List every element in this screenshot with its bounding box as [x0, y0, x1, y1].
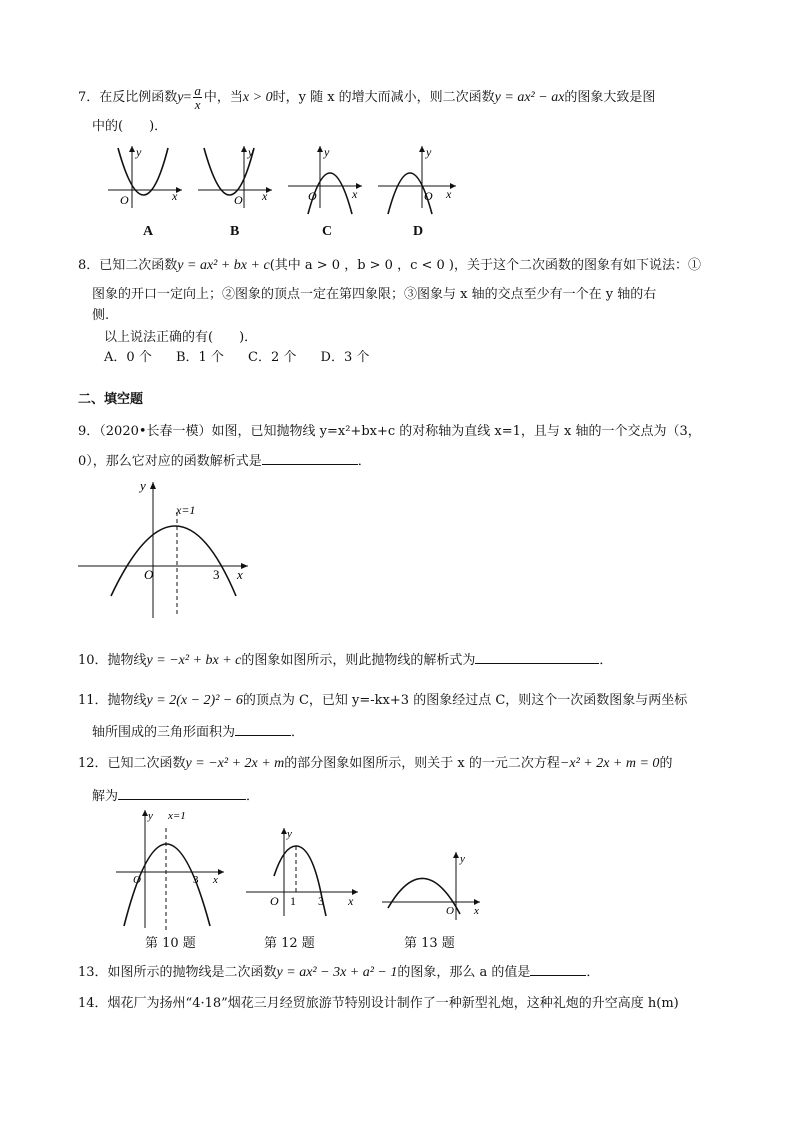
q7-mid1: 中，当	[203, 90, 243, 105]
q7-quadratic: y = ax² − ax	[494, 90, 565, 105]
q12-line2-text: 解为	[92, 789, 119, 804]
q7-option-d-label: D	[413, 224, 424, 239]
q12-mid: 的部分图象如图所示，则关于 x 的一元二次方程	[284, 756, 560, 771]
y-label: y	[148, 810, 153, 822]
y-axis-arrow-icon	[241, 146, 247, 152]
q10-tail: 的图象如图所示，则此抛物线的解析式为	[241, 653, 476, 668]
q7-option-d-graph	[376, 142, 460, 212]
q7-line1	[78, 84, 655, 111]
parabola	[204, 148, 254, 195]
origin-label: O	[144, 567, 154, 582]
fig13-caption: 第 13 题	[404, 936, 455, 951]
q9-end: ．	[357, 454, 371, 469]
q7-option-c-graph	[286, 142, 366, 212]
y-axis-arrow-icon	[453, 852, 459, 858]
y-axis-arrow-icon	[150, 482, 156, 489]
y-label: y	[460, 853, 465, 865]
fig12-caption: 第 12 题	[264, 936, 315, 951]
q9-graph	[78, 478, 253, 618]
x-label: x	[352, 187, 358, 201]
y-axis-arrow-icon	[129, 146, 135, 152]
q10-line	[78, 650, 612, 670]
origin-label: O	[270, 894, 279, 908]
q7-option-b-graph	[196, 142, 276, 212]
q9-answer-blank	[262, 451, 358, 465]
q7-eq: =	[183, 90, 192, 105]
origin-label: O	[133, 874, 141, 886]
q7-y: y	[177, 90, 184, 105]
x-label: x	[446, 187, 452, 201]
q7-option-b-label: B	[230, 224, 240, 239]
q7-frac-denominator: x	[194, 97, 201, 112]
q9-line1: 9．（2020•长春一模）如图，已知抛物线 y=x²+bx+c 的对称轴为直线 x=1，且与 x 轴的一个交点为（3，	[78, 424, 701, 439]
q7-tail: 的图象大致是图	[564, 90, 656, 105]
tick-label-3: 3	[193, 874, 199, 886]
tick-label-1: 1	[290, 894, 296, 908]
q14-line1: 14．烟花厂为扬州“4·18”烟花三月经贸旅游节特别设计制作了一种新型礼炮，这种礼炮的升空高度 h(m)	[78, 996, 679, 1011]
q7-line2: 中的( )．	[92, 119, 168, 134]
origin-label: O	[446, 905, 454, 917]
q11-line1	[78, 692, 687, 710]
q12-tail: 的	[659, 756, 673, 771]
q12-prefix: 12．已知二次函数	[78, 756, 186, 771]
q12-equation: −x² + 2x + m = 0	[559, 756, 660, 771]
fig10-graph	[116, 808, 228, 932]
q13-answer-blank	[530, 962, 586, 976]
x-axis-arrow-icon	[218, 869, 224, 875]
q8-choice-b: B．1 个	[175, 350, 224, 365]
y-axis-arrow-icon	[419, 146, 425, 152]
q11-tail: 的顶点为 C，已知 y=-kx+3 的图象经过点 C，则这个一次函数图象与两坐标	[242, 693, 688, 708]
q7-condition: x > 0	[242, 90, 273, 105]
parabola	[118, 148, 168, 195]
q12-line2	[92, 786, 259, 806]
origin-label: O	[234, 193, 243, 207]
x-label: x	[213, 874, 218, 886]
q8-choice-c: C．2 个	[248, 350, 297, 365]
parabola	[111, 526, 236, 596]
q7-prefix: 7．在反比例函数	[78, 90, 178, 105]
x-label: x	[348, 894, 354, 908]
q7-option-a-graph	[106, 142, 186, 212]
q12-function: y = −x² + 2x + m	[185, 756, 285, 771]
q8-line3: 侧.	[92, 308, 110, 323]
q8-line4: 以上说法正确的有( )．	[104, 330, 258, 345]
q7-mid2: 时，y 随 x 的增大而减小，则二次函数	[272, 90, 495, 105]
q10-answer-blank	[475, 650, 599, 664]
q12-end: ．	[246, 789, 260, 804]
fig12-graph	[246, 826, 362, 918]
y-axis-arrow-icon	[317, 146, 323, 152]
tick-label-3: 3	[213, 567, 220, 582]
q8-line2: 图象的开口一定向上；②图象的顶点一定在第四象限；③图象与 x 轴的交点至少有一个在 y 轴的右	[92, 287, 657, 302]
q11-end: ．	[291, 725, 305, 740]
q8-choice-a: A．0 个	[104, 350, 152, 365]
symmetry-axis-label: x=1	[176, 503, 196, 517]
y-label: y	[426, 145, 432, 159]
origin-label: O	[424, 189, 433, 203]
q8-prefix: 8．已知二次函数	[78, 258, 178, 273]
y-label: y	[324, 145, 330, 159]
y-label: y	[140, 478, 146, 493]
q11-line2	[92, 722, 304, 742]
q8-line1	[78, 257, 701, 275]
y-label: y	[287, 828, 292, 840]
q13-tail: 的图象，那么 a 的值是	[397, 965, 531, 980]
y-label: y	[248, 145, 254, 159]
q8-choice-d: D．3 个	[320, 350, 370, 365]
q9-line2-text: 0），那么它对应的函数解析式是	[78, 454, 262, 469]
q8-function: y = ax² + bx + c	[177, 258, 270, 273]
section-title-fill-blank: 二、填空题	[78, 392, 144, 407]
x-label: x	[262, 189, 268, 203]
q11-function: y = 2(x − 2)² − 6	[146, 693, 243, 708]
origin-label: O	[120, 193, 129, 207]
q7-option-a-label: A	[143, 224, 154, 239]
x-label: x	[474, 905, 479, 917]
q13-function: y = ax² − 3x + a² − 1	[276, 965, 398, 980]
q12-answer-blank	[118, 786, 246, 800]
x-label: x	[237, 567, 243, 582]
q9-line2	[78, 451, 371, 471]
tick-label-3: 3	[318, 894, 324, 908]
q8-choices	[104, 349, 369, 367]
q12-line1	[78, 755, 672, 773]
q7-frac-numerator: a	[194, 83, 201, 98]
origin-label: O	[308, 189, 317, 203]
fig13-graph	[382, 848, 486, 922]
symmetry-axis-label: x=1	[168, 810, 186, 822]
q7-fraction	[193, 84, 202, 111]
x-label: x	[172, 189, 178, 203]
q11-prefix: 11．抛物线	[78, 693, 147, 708]
y-label: y	[136, 145, 142, 159]
q10-prefix: 10．抛物线	[78, 653, 147, 668]
q10-function: y = −x² + bx + c	[146, 653, 242, 668]
q10-end: ．	[599, 653, 613, 668]
q13-end: ．	[586, 965, 600, 980]
q13-prefix: 13．如图所示的抛物线是二次函数	[78, 965, 277, 980]
q11-answer-blank	[235, 722, 291, 736]
q7-option-c-label: C	[322, 224, 333, 239]
fig10-caption: 第 10 题	[145, 936, 196, 951]
q11-line2-text: 轴所围成的三角形面积为	[92, 725, 236, 740]
q8-condition: (其中 a > 0 ，b > 0 ，c < 0 )，关于这个二次函数的图象有如下说法：①	[269, 258, 701, 273]
q13-line	[78, 962, 599, 982]
